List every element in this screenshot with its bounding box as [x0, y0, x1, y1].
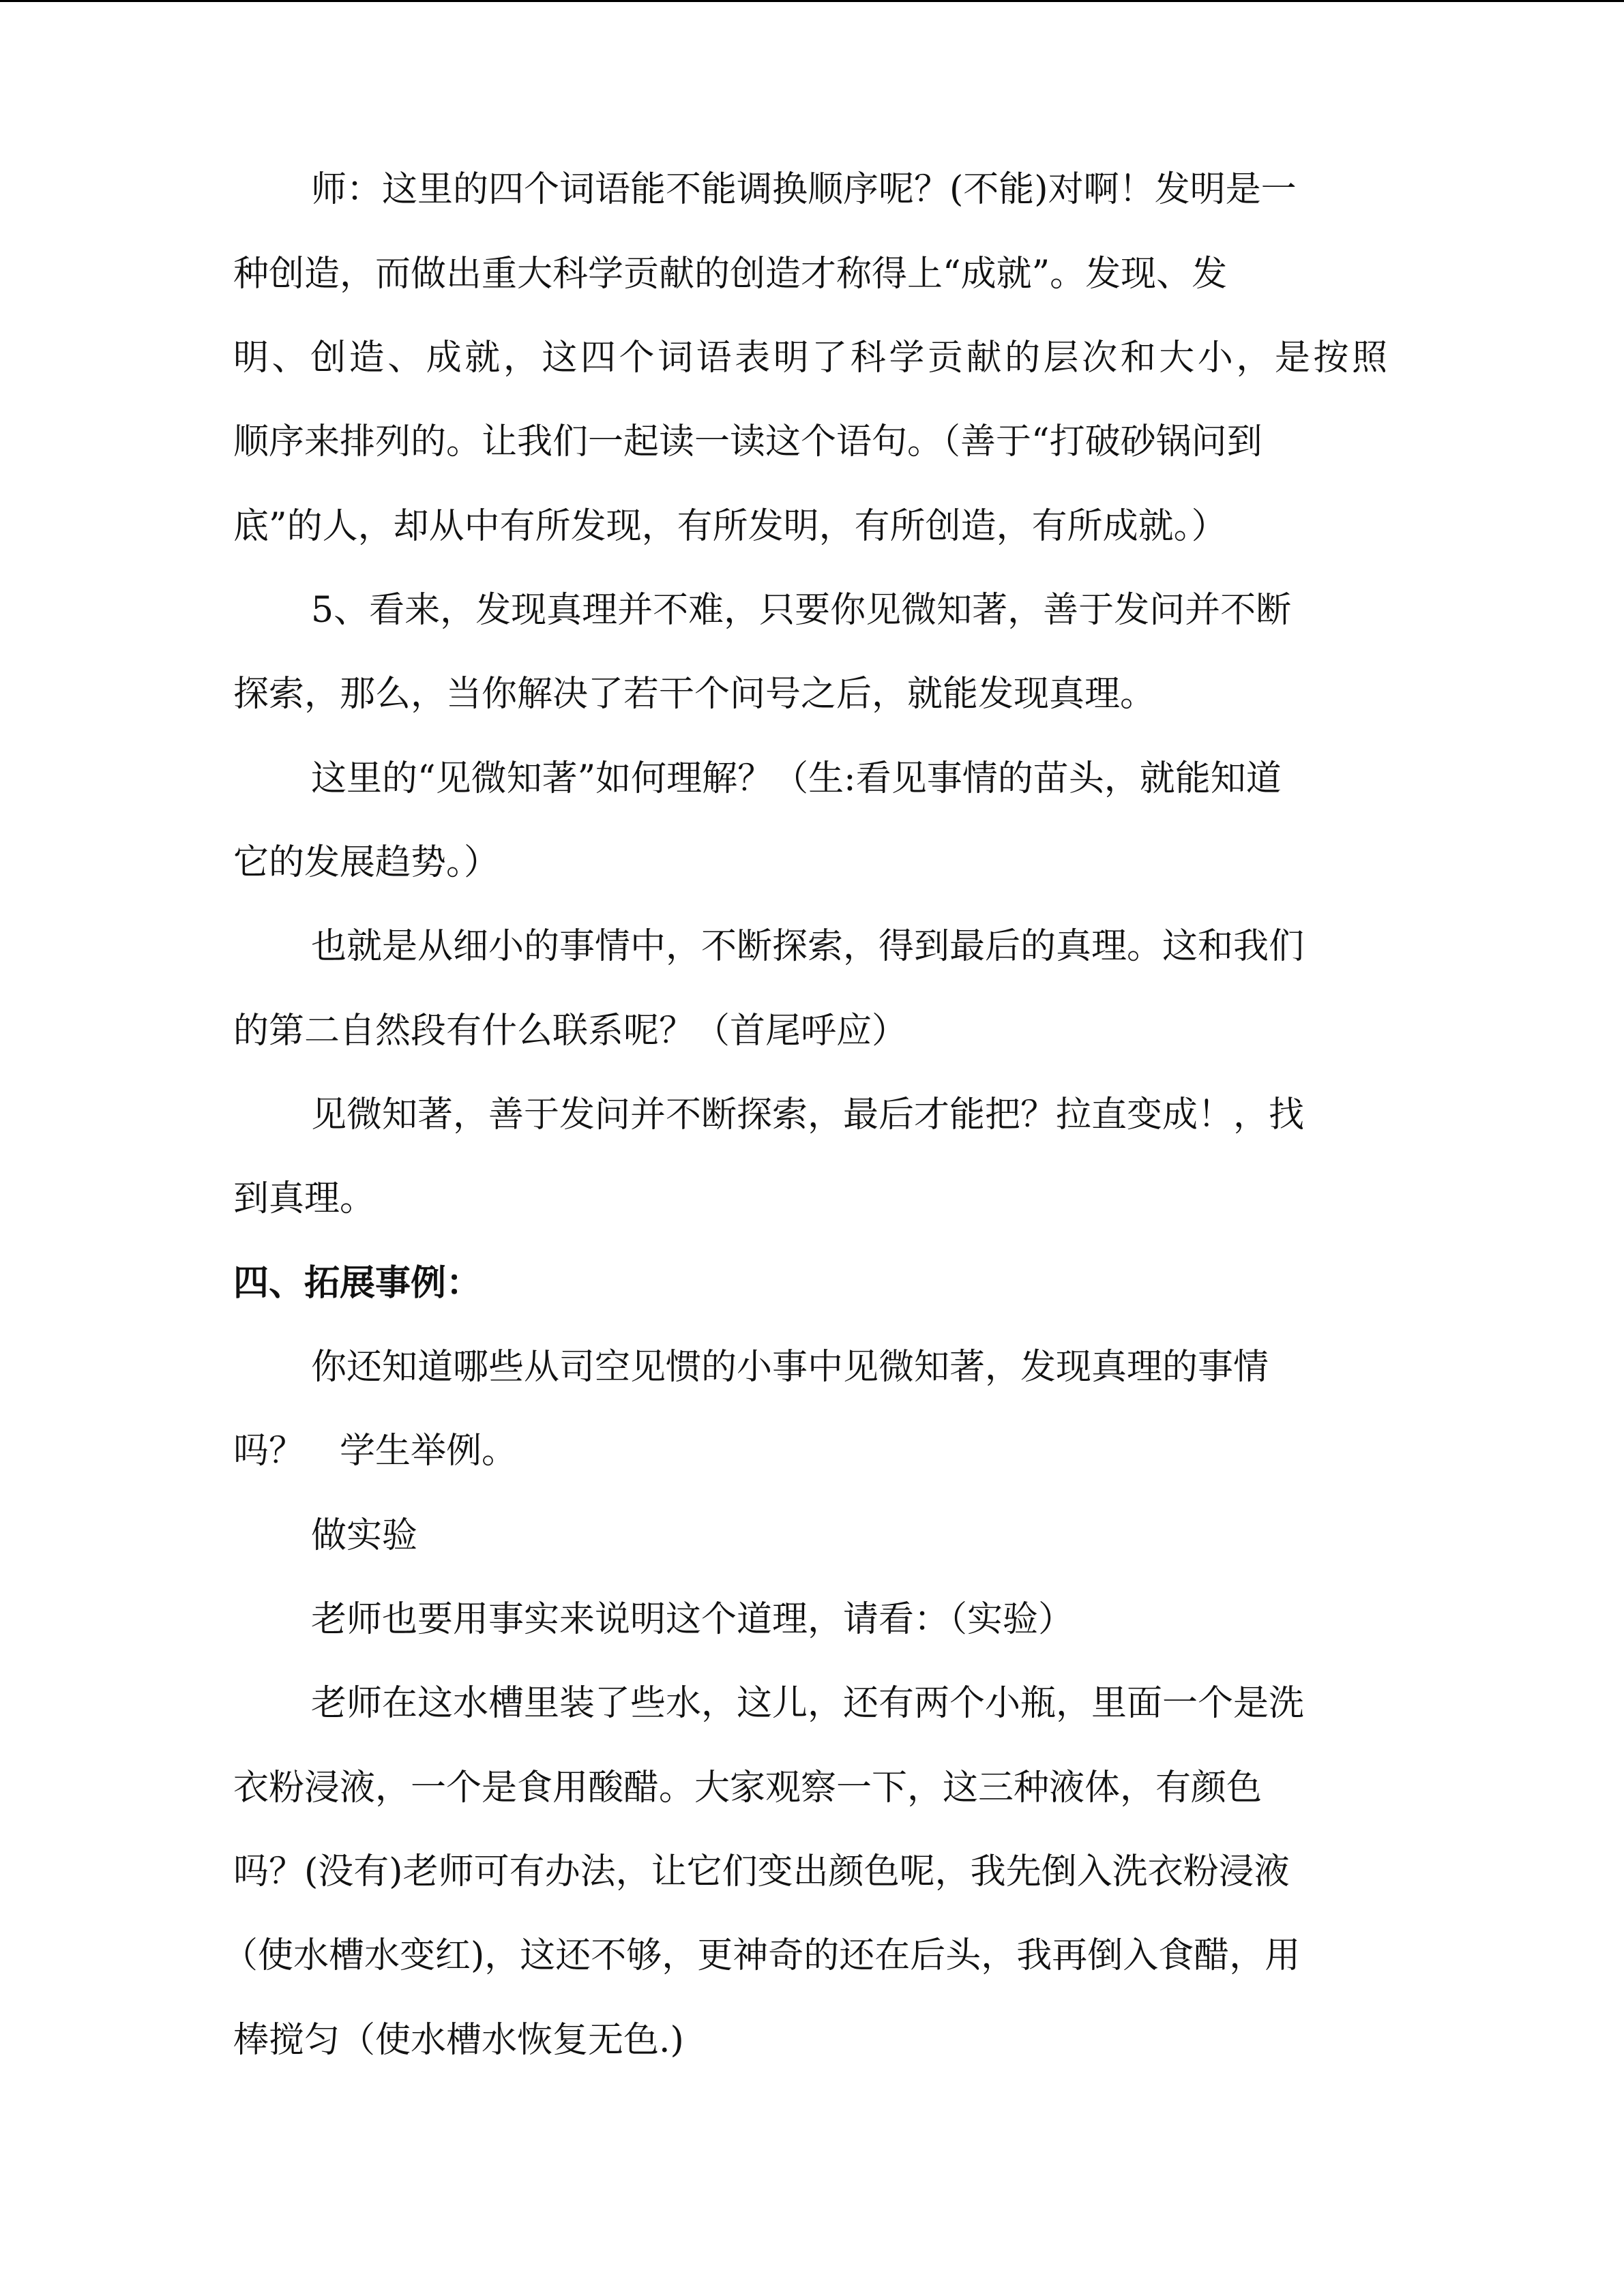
text-line: 探索，那么，当你解决了若干个问号之后，就能发现真理。	[233, 674, 1156, 715]
text-line: 老师也要用事实来说明这个道理，请看：（实验）	[311, 1599, 1074, 1640]
text-line: 吗？(没有)老师可有办法，让它们变出颜色呢，我先倒入洗衣粉浸液	[233, 1851, 1290, 1892]
text-line: 老师在这水槽里装了些水，这儿，还有两个小瓶，里面一个是洗	[311, 1683, 1305, 1724]
text-line: 你还知道哪些从司空见惯的小事中见微知著，发现真理的事情	[311, 1347, 1269, 1388]
page-top-border	[0, 0, 1624, 2]
text-line: 顺序来排列的。让我们一起读一读这个语句。（善于“打破砂锅问到	[233, 421, 1263, 462]
text-line: 明、创造、成就，这四个词语表明了科学贡献的层次和大小，是按照	[233, 338, 1387, 378]
text-line: 5、看来，发现真理并不难，只要你见微知著，善于发问并不断	[311, 590, 1292, 631]
text-line: 棒搅匀（使水槽水恢复无色.)	[233, 2020, 684, 2061]
text-line: 也就是从细小的事情中，不断探索，得到最后的真理。这和我们	[311, 926, 1305, 967]
text-line: 见微知著，善于发问并不断探索，最后才能把？拉直变成！，找	[311, 1094, 1305, 1135]
text-line: 做实验	[311, 1515, 418, 1556]
text-line: （使水槽水变红)，这还不够，更神奇的还在后头，我再倒入食醋，用	[222, 1935, 1301, 1976]
text-line: 它的发展趋势。）	[233, 842, 500, 883]
text-line: 种创造，而做出重大科学贡献的创造才称得上“成就”。发现、发	[233, 254, 1228, 295]
section-heading: 四、拓展事例：	[233, 1263, 482, 1304]
text-line: 到真理。	[233, 1178, 376, 1219]
text-line: 这里的“见微知著”如何理解？（生:看见事情的苗头，就能知道	[311, 758, 1282, 799]
text-line: 吗？ 学生举例。	[233, 1431, 518, 1472]
text-line: 底”的人，却从中有所发现，有所发明，有所创造，有所成就。）	[233, 506, 1227, 547]
text-line: 衣粉浸液，一个是食用酸醋。大家观察一下，这三种液体，有颜色	[233, 1768, 1263, 1808]
text-line: 师：这里的四个词语能不能调换顺序呢？(不能)对啊！发明是一	[311, 169, 1297, 210]
text-line: 的第二自然段有什么联系呢？（首尾呼应）	[233, 1011, 908, 1052]
